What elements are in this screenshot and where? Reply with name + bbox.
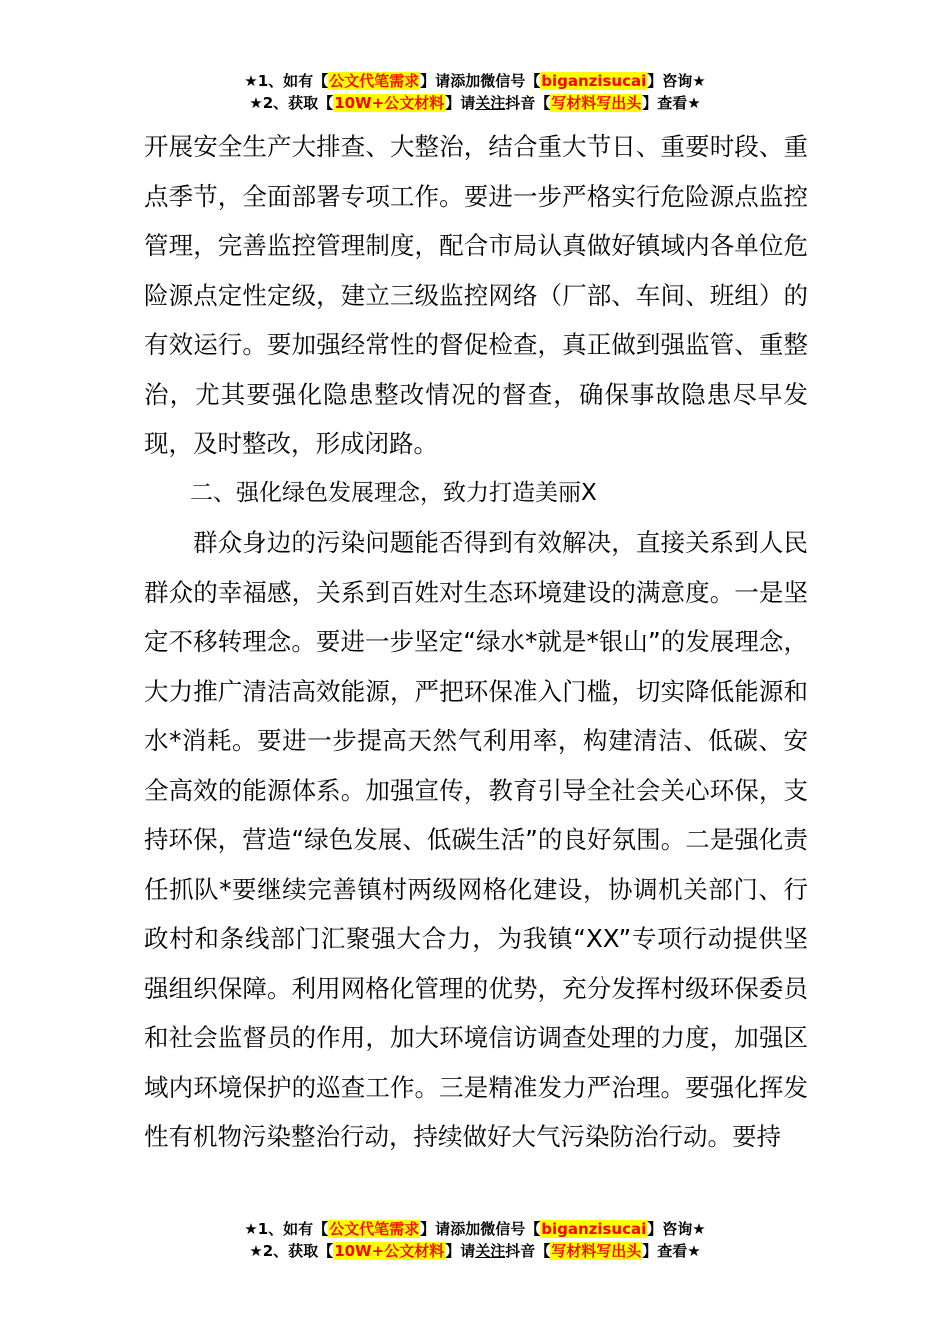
highlight-ghostwriting: 公文代笔需求	[329, 72, 420, 90]
section-heading-2: 二、强化绿色发展理念，致力打造美丽X	[190, 479, 597, 506]
body-paragraph-2: 群众身边的污染问题能否得到有效解决，直接关系到人民群众的幸福感，关系到百姓对生态环境建设的满意度。一是坚定不移转理念。要进一步坚定“绿水*就是*银山”的发展理念，大力推广清洁高效能源，严把环保准入门槛，切实降低能源和水*消耗。要进一步提高天然气利用率，构建清洁、低碳、安全高效的能源体系。加强宣传，教育引导全社会关心环保，支持环保，营造“绿色发展、低碳生活”的良好氛围。二是强化责任抓队*要继续完善镇村两级网格化建设，协调机关部门、行政村和条线部门汇聚强大合力，为我镇“XX”专项行动提供坚强组织保障。利用网格化管理的优势，充分发挥村级环保委员和社会监督员的作用，加大环境信访调查处理的力度，加强区域内环境保护的巡查工作。三是精准发力严治理。要强化挥发性有机物污染整治行动，持续做好大气污染防治行动。要持	[144, 528, 808, 1151]
body-paragraph-1: 开展安全生产大排查、大整治，结合重大节日、重要时段、重点季节，全面部署专项工作。要进一步严格实行危险源点监控管理，完善监控管理制度，配合市局认真做好镇域内各单位危险源点定性定级，建立三级监控网络（厂部、车间、班组）的有效运行。要加强经常性的督促检查，真正做到强监管、重整治，尤其要强化隐患整改情况的督查，确保事故隐患尽早发现，及时整改，形成闭路。	[144, 132, 808, 458]
star-icon: ★	[244, 1220, 258, 1238]
star-icon: ★	[249, 1242, 263, 1260]
banner-line-2: ★2、获取【10W+公文材料】请关注抖音【写材料写出头】查看★	[249, 94, 701, 112]
highlight-materials: 10W+公文材料	[334, 94, 445, 112]
highlight-materials: 10W+公文材料	[334, 1242, 445, 1260]
footer-banner	[0, 1218, 950, 1262]
highlight-wechat-id: biganzisucai	[541, 1220, 647, 1238]
star-icon: ★	[249, 94, 263, 112]
highlight-douyin-account: 写材料写出头	[551, 1242, 642, 1260]
document-body	[144, 122, 808, 1162]
highlight-douyin-account: 写材料写出头	[551, 94, 642, 112]
banner-line-2: ★2、获取【10W+公文材料】请关注抖音【写材料写出头】查看★	[249, 1242, 701, 1260]
highlight-ghostwriting: 公文代笔需求	[329, 1220, 420, 1238]
header-banner	[0, 70, 950, 114]
star-icon: ★	[244, 72, 258, 90]
banner-line-1: ★1、如有【公文代笔需求】请添加微信号【biganzisucai】咨询★	[244, 72, 706, 90]
highlight-wechat-id: biganzisucai	[541, 72, 647, 90]
banner-line-1: ★1、如有【公文代笔需求】请添加微信号【biganzisucai】咨询★	[244, 1220, 706, 1238]
